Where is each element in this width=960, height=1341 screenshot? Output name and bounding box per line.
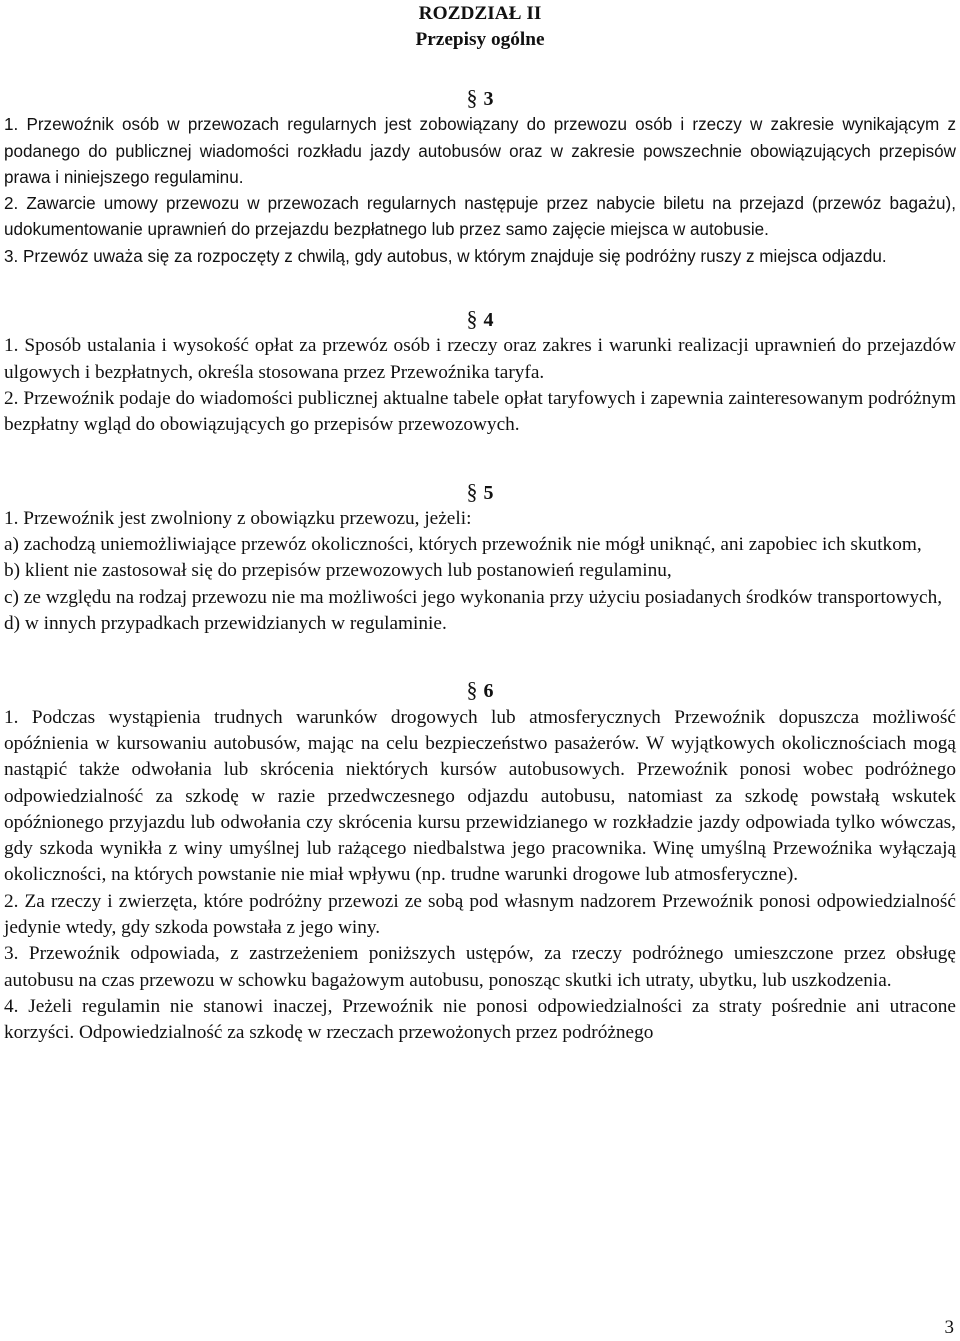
list-item: c) ze względu na rodzaj przewozu nie ma możliwości jego wykonania przy użyciu posiadanych środków transportowych, [4,586,943,608]
page-number: 3 [944,1317,954,1338]
section-4-body [4,333,956,438]
paragraph: 1. Sposób ustalania i wysokość opłat za przewóz osób i rzeczy oraz zakres i warunki realizacji uprawnień do przejazdów ulgowych i bezpłatnych, określa stosowana przez Przewoźnika taryfa. [4,335,956,383]
paragraph: 2. Przewoźnik podaje do wiadomości publicznej aktualne tabele opłat taryfowych i zapewnia zainteresowanym podróżnym bezpłatny wgląd do obowiązujących go przepisów przewozowych. [4,387,956,436]
section-number: 4 [483,309,494,332]
section-heading-6 [4,677,956,704]
section-heading-3 [4,85,956,112]
paragraph: 1. Przewoźnik osób w przewozach regularnych jest zobowiązany do przewozu osób i rzeczy w zakresie wynikającym z podanego do publicznej wiadomości rozkładu jazdy autobusów oraz w zakresie powszechnie obowiązujących przepisów prawa i niniejszego regulaminu. [4,115,956,187]
chapter-heading [4,1,956,53]
paragraph: 3. Przewoźnik odpowiada, z zastrzeżeniem poniższych ustępów, za rzeczy podróżnego umieszczone przez obsługę autobusu na czas przewozu w schowku bagażowym autobusu, ponosząc skutki ich utraty, ubytku, lub uszkodzenia. [4,943,956,991]
list-item: a) zachodzą uniemożliwiające przewóz okoliczności, których przewoźnik nie mógł uniknąć, ani zapobiec ich skutkom, [4,534,922,556]
paragraph: 2. Za rzeczy i zwierzęta, które podróżny przewozi ze sobą pod własnym nadzorem Przewoźnik ponosi odpowiedzialność jedynie wtedy, gdy szkoda powstała z jego winy. [4,890,956,939]
section-3-body [4,112,956,270]
section-symbol: § [466,478,478,504]
paragraph: 1. Przewoźnik jest zwolniony z obowiązku przewozu, jeżeli: [4,507,472,529]
section-symbol: § [466,677,478,703]
chapter-title: ROZDZIAŁ II [418,3,542,24]
chapter-subtitle: Przepisy ogólne [415,29,545,50]
section-heading-4 [4,306,956,333]
list-item: b) klient nie zastosował się do przepisów przewozowych lub postanowień regulaminu, [4,560,672,582]
section-number: 6 [483,680,494,703]
section-number: 5 [483,481,494,504]
paragraph: 1. Podczas wystąpienia trudnych warunków drogowych lub atmosferycznych Przewoźnik dopuszcza możliwość opóźnienia w kursowaniu autobusów, mając na celu bezpieczeństwo pasażerów. W wyjątkowych okolicznościach mogą nastąpić także odwołania lub skrócenia niektórych kursów autobusowych. Przewoźnik ponosi wobec podróżnego odpowiedzialność za szkodę w razie przedwczesnego odjazdu autobusu, natomiast za szkodę powstałą wskutek opóźnionego przyjazdu lub odwołania czy skrócenia kursu przewidzianego w rozkładzie jazdy odpowiada tylko wówczas, gdy szkoda wynikła z winy umyślnej lub rażącego niedbalstwa jego pracownika. Winę umyślną Przewoźnika wyłączają okoliczności, na których powstanie nie miał wpływu (np. trudne warunki drogowe lub atmosferyczne). [4,706,956,886]
section-6-body [4,705,956,1047]
section-number: 3 [483,88,494,110]
section-heading-5 [4,479,956,506]
paragraph: 3. Przewóz uważa się za rozpoczęty z chwilą, gdy autobus, w którym znajduje się podróżny ruszy z miejsca odjazdu. [4,246,887,266]
paragraph: 4. Jeżeli regulamin nie stanowi inaczej, Przewoźnik nie ponosi odpowiedzialności za straty pośrednie ani utracone korzyści. Odpowiedzialność za szkodę w rzeczach przewożonych przez podróżnego [4,995,956,1044]
list-item: d) w innych przypadkach przewidzianych w regulaminie. [4,613,447,635]
section-symbol: § [466,306,478,332]
section-symbol: § [466,85,478,110]
section-5-body [4,506,956,637]
paragraph: 2. Zawarcie umowy przewozu w przewozach regularnych następuje przez nabycie biletu na przejazd (przewóz bagażu), udokumentowanie uprawnień do przejazdu bezpłatnego lub przez samo zajęcie miejsca w autobusie. [4,194,956,240]
document-page [4,0,956,1047]
